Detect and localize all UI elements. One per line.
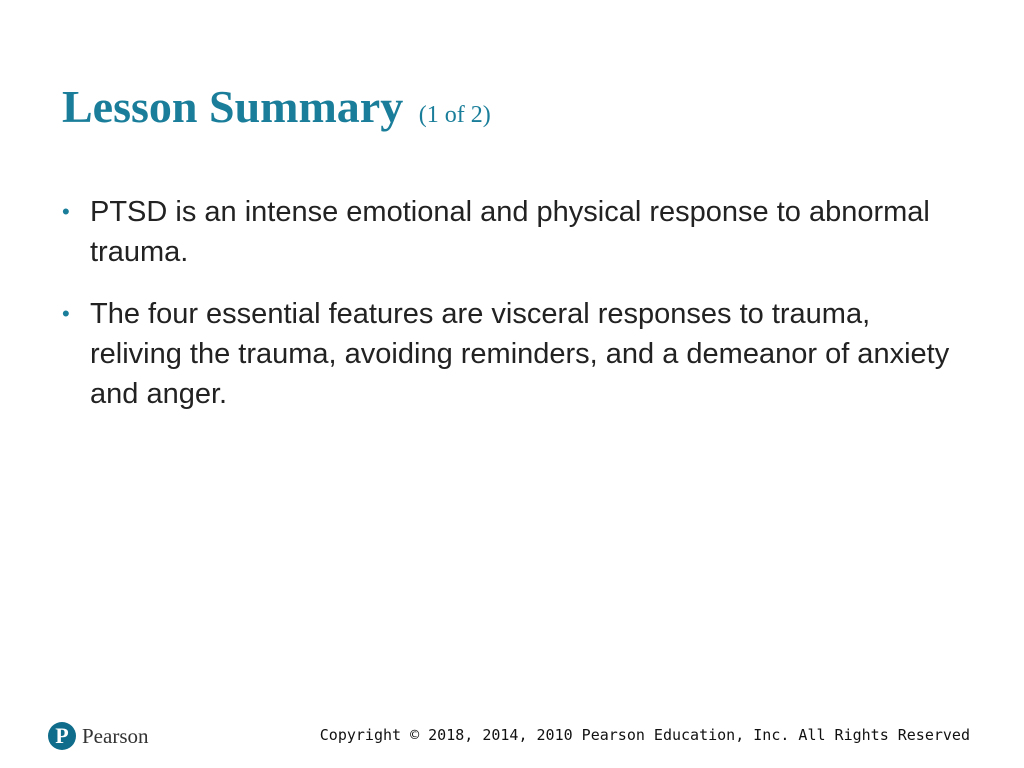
bullet-item	[62, 192, 962, 272]
pearson-logo-text: Pearson	[82, 723, 149, 748]
bullet-text: The four essential features are visceral responses to trauma, reliving the trauma, avoiding reminders, and a demeanor of anxiety and anger.	[90, 298, 950, 410]
slide-title-text: Lesson Summary	[62, 81, 404, 132]
bullet-list	[62, 192, 962, 436]
bullet-item	[62, 294, 962, 414]
copyright-notice: Copyright © 2018, 2014, 2010 Pearson Education, Inc. All Rights Reserved	[319, 726, 970, 744]
bullet-dot-icon: •	[62, 199, 70, 224]
slide-title-page-indicator: (1 of 2)	[418, 102, 491, 128]
bullet-text: PTSD is an intense emotional and physical response to abnormal trauma.	[90, 196, 930, 268]
bullet-dot-icon: •	[62, 301, 70, 326]
slide-title	[62, 82, 491, 133]
pearson-logo-icon: P	[48, 722, 76, 750]
pearson-logo	[48, 718, 149, 754]
